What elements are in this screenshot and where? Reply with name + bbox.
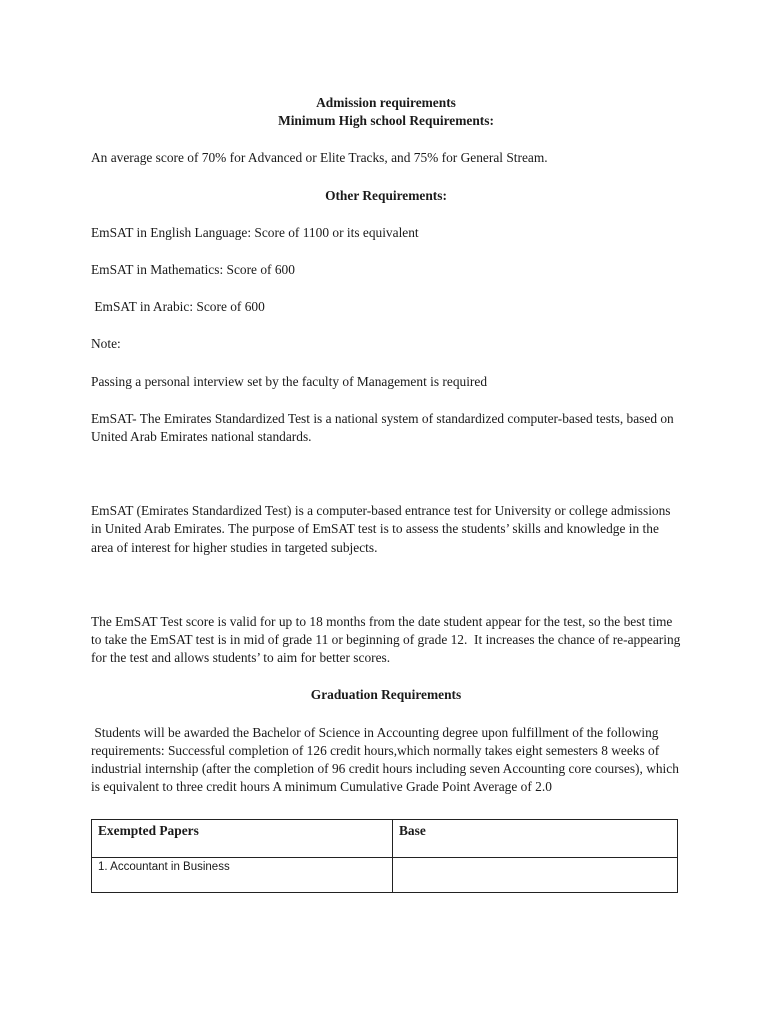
subtitle-high-school: Minimum High school Requirements:: [278, 113, 494, 129]
table-row: [92, 858, 678, 893]
document-page: [91, 94, 684, 893]
paragraph-average-score: An average score of 70% for Advanced or Elite Tracks, and 75% for General Stream.: [91, 150, 548, 166]
table-header-row: [92, 820, 678, 858]
heading-other-requirements: Other Requirements:: [325, 187, 447, 203]
table-header-cell: Base: [393, 820, 678, 858]
paragraph-emsat-math: EmSAT in Mathematics: Score of 600: [91, 262, 295, 278]
table-header-cell: Exempted Papers: [92, 820, 393, 858]
paragraph-emsat-description: EmSAT (Emirates Standardized Test) is a computer-based entrance test for University or college admissions in United Arab Emirates. The purpose of EmSAT test is to assess the students’ skills and knowledge in the area of interest for higher studies in targeted subjects.: [91, 503, 671, 555]
paragraph-emsat-arabic: EmSAT in Arabic: Score of 600: [91, 299, 265, 315]
paragraph-emsat-validity: The EmSAT Test score is valid for up to 18 months from the date student appear for the test, so the best time to take the EmSAT test is in mid of grade 11 or beginning of grade 12. It increases the chance of re-appearing for the test and allows students’ to aim for better scores.: [91, 613, 684, 666]
paragraph-interview: Passing a personal interview set by the faculty of Management is required: [91, 373, 488, 389]
table-cell: [393, 858, 678, 893]
paragraph-graduation: Students will be awarded the Bachelor of Science in Accounting degree upon fulfillment of the following requirements: Successful completion of 126 credit hours,which normally takes eight semesters 8 weeks of industrial internship (after the completion of 96 credit hours including seven Accounting core courses), which is equivalent to three credit hours A minimum Cumulative Grade Point Average of 2.0: [91, 724, 683, 795]
paragraph-emsat-definition: EmSAT- The Emirates Standardized Test is a national system of standardized computer-based tests, based on United Arab Emirates national standards.: [91, 410, 674, 445]
heading-graduation-requirements: Graduation Requirements: [310, 687, 462, 703]
table-cell: 1. Accountant in Business: [92, 858, 393, 893]
paragraph-note: Note:: [91, 336, 121, 352]
exempted-papers-table: [91, 819, 678, 893]
paragraph-emsat-english: EmSAT in English Language: Score of 1100 or its equivalent: [91, 224, 419, 240]
title-admission: Admission requirements: [316, 95, 456, 110]
